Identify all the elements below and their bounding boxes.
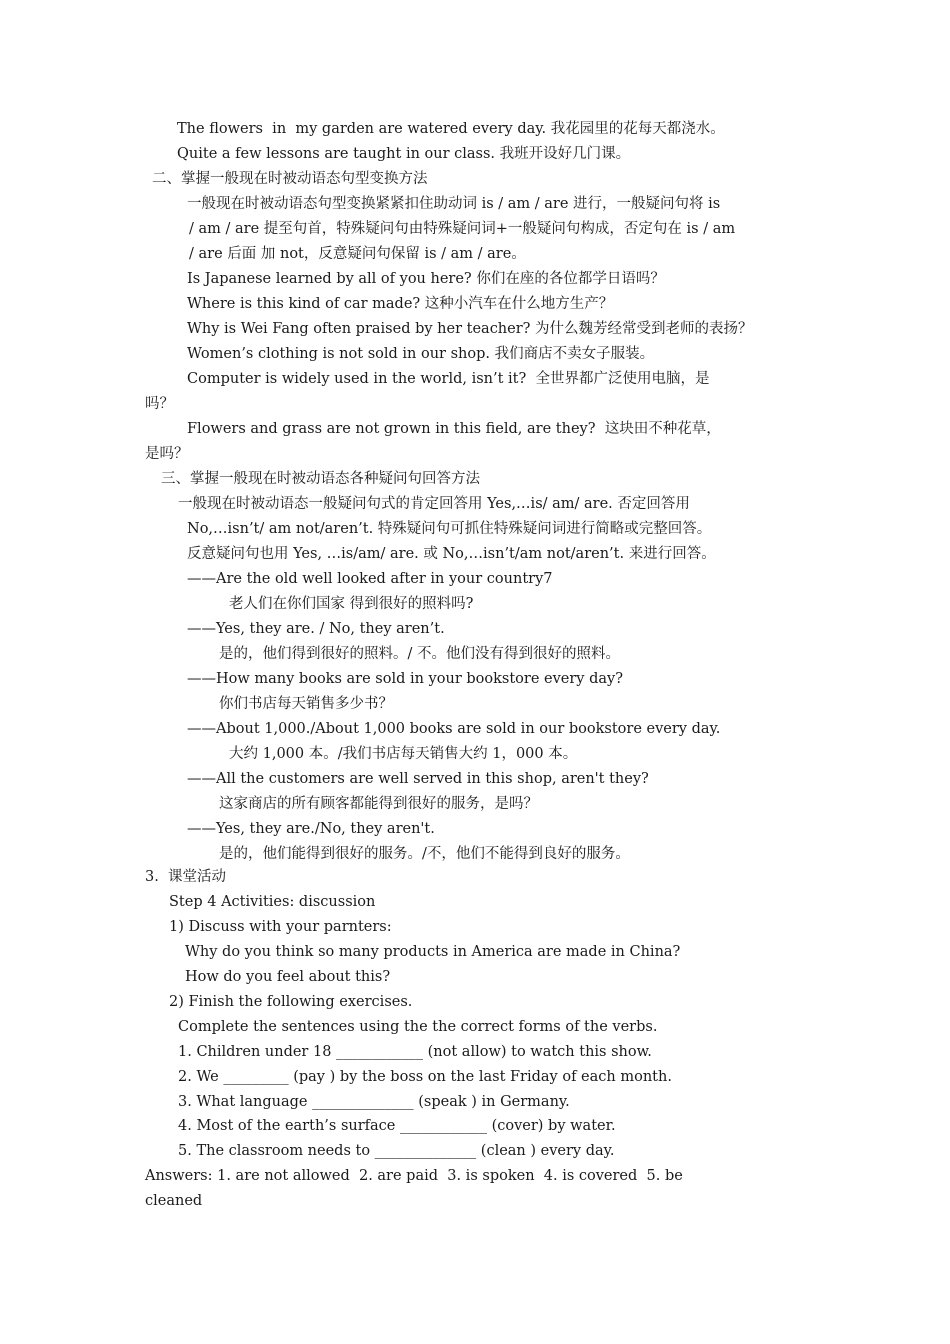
dialogue-answer: ——Yes, they are./No, they aren't. xyxy=(187,821,435,837)
dialogue-translation: 是的，他们得到很好的照料。/ 不。他们没有得到很好的照料。 xyxy=(219,646,620,662)
dialogue-translation: 老人们在你们国家 得到很好的照料吗? xyxy=(229,596,474,612)
exercise-item: 4. Most of the earth’s surface ____________ (cover) by water. xyxy=(178,1118,616,1134)
exercise-item: 1. Children under 18 ____________ (not allow) to watch this show. xyxy=(178,1044,652,1060)
dialogue-translation: 你们书店每天销售多少书？ xyxy=(219,696,393,712)
section-heading: 二、掌握一般现在时被动语态句型变换方法 xyxy=(152,171,428,187)
exercise-item: 2. We _________ (pay ) by the boss on the last Friday of each month. xyxy=(178,1069,672,1085)
paragraph-line: 一般现在时被动语态一般疑问句式的肯定回答用 Yes,…is/ am/ are. 否定回答用 xyxy=(178,496,690,512)
dialogue-translation: 大约 1,000 本。/我们书店每天销售大约 1，000 本。 xyxy=(229,746,578,762)
dialogue-question: ——All the customers are well served in this shop, aren't they? xyxy=(187,771,649,787)
section-heading: 三、掌握一般现在时被动语态各种疑问句回答方法 xyxy=(161,471,480,487)
dialogue-answer: ——About 1,000./About 1,000 books are sold in our bookstore every day. xyxy=(187,721,721,737)
exercise-item: 5. The classroom needs to ______________ (clean ) every day. xyxy=(178,1143,615,1159)
dialogue-translation: 这家商店的所有顾客都能得到很好的服务，是吗？ xyxy=(219,796,538,812)
discussion-question: How do you feel about this? xyxy=(185,969,391,985)
paragraph-line: / am / are 提至句首，特殊疑问句由特殊疑问词+一般疑问句构成，否定句在 is / am xyxy=(189,221,736,237)
paragraph-line: No,…isn’t/ am not/aren’t. 特殊疑问句可抓住特殊疑问词进行简略或完整回答。 xyxy=(187,521,712,537)
step-title: Step 4 Activities: discussion xyxy=(169,894,376,910)
paragraph-line: 一般现在时被动语态句型变换紧紧扣住助动词 is / am / are 进行，一般疑问句将 is xyxy=(187,196,721,212)
exercise-instruction: Complete the sentences using the the correct forms of the verbs. xyxy=(178,1019,658,1035)
example-sentence: Is Japanese learned by all of you here? 你们在座的各位都学日语吗？ xyxy=(187,271,665,287)
example-sentence: Where is this kind of car made? 这种小汽车在什么地方生产？ xyxy=(187,296,614,312)
example-sentence: Quite a few lessons are taught in our class. 我班开设好几门课。 xyxy=(177,146,631,162)
section-heading: 3. 课堂活动 xyxy=(145,869,227,885)
example-sentence-wrap: 是吗？ xyxy=(145,446,189,462)
dialogue-question: ——Are the old well looked after in your country7 xyxy=(187,571,553,587)
discussion-question: Why do you think so many products in America are made in China? xyxy=(185,944,681,960)
example-sentence: Flowers and grass are not grown in this field, are they? 这块田不种花草， xyxy=(187,421,721,437)
example-sentence: The flowers in my garden are watered every day. 我花园里的花每天都浇水。 xyxy=(177,121,725,137)
example-sentence-wrap: 吗？ xyxy=(145,396,174,412)
paragraph-line: 反意疑问句也用 Yes, …is/am/ are. 或 No,…isn’t/am not/aren’t. 来进行回答。 xyxy=(187,546,716,562)
example-sentence: Computer is widely used in the world, isn’t it? 全世界都广泛使用电脑，是 xyxy=(187,371,710,387)
example-sentence: Why is Wei Fang often praised by her teacher? 为什么魏芳经常受到老师的表扬？ xyxy=(187,321,753,337)
answers-line: Answers: 1. are not allowed 2. are paid 3. is spoken 4. is covered 5. be xyxy=(145,1168,683,1184)
dialogue-question: ——How many books are sold in your bookstore every day? xyxy=(187,671,623,687)
dialogue-translation: 是的，他们能得到很好的服务。/不，他们不能得到良好的服务。 xyxy=(219,846,630,862)
paragraph-line: / are 后面 加 not，反意疑问句保留 is / am / are。 xyxy=(189,246,526,262)
answers-line: cleaned xyxy=(145,1193,203,1209)
exercise-item: 3. What language ______________ (speak ) in Germany. xyxy=(178,1094,570,1110)
dialogue-answer: ——Yes, they are. / No, they aren’t. xyxy=(187,621,445,637)
task-title: 2) Finish the following exercises. xyxy=(169,994,413,1010)
task-title: 1) Discuss with your parnters: xyxy=(169,919,392,935)
example-sentence: Women’s clothing is not sold in our shop. 我们商店不卖女子服装。 xyxy=(187,346,655,362)
